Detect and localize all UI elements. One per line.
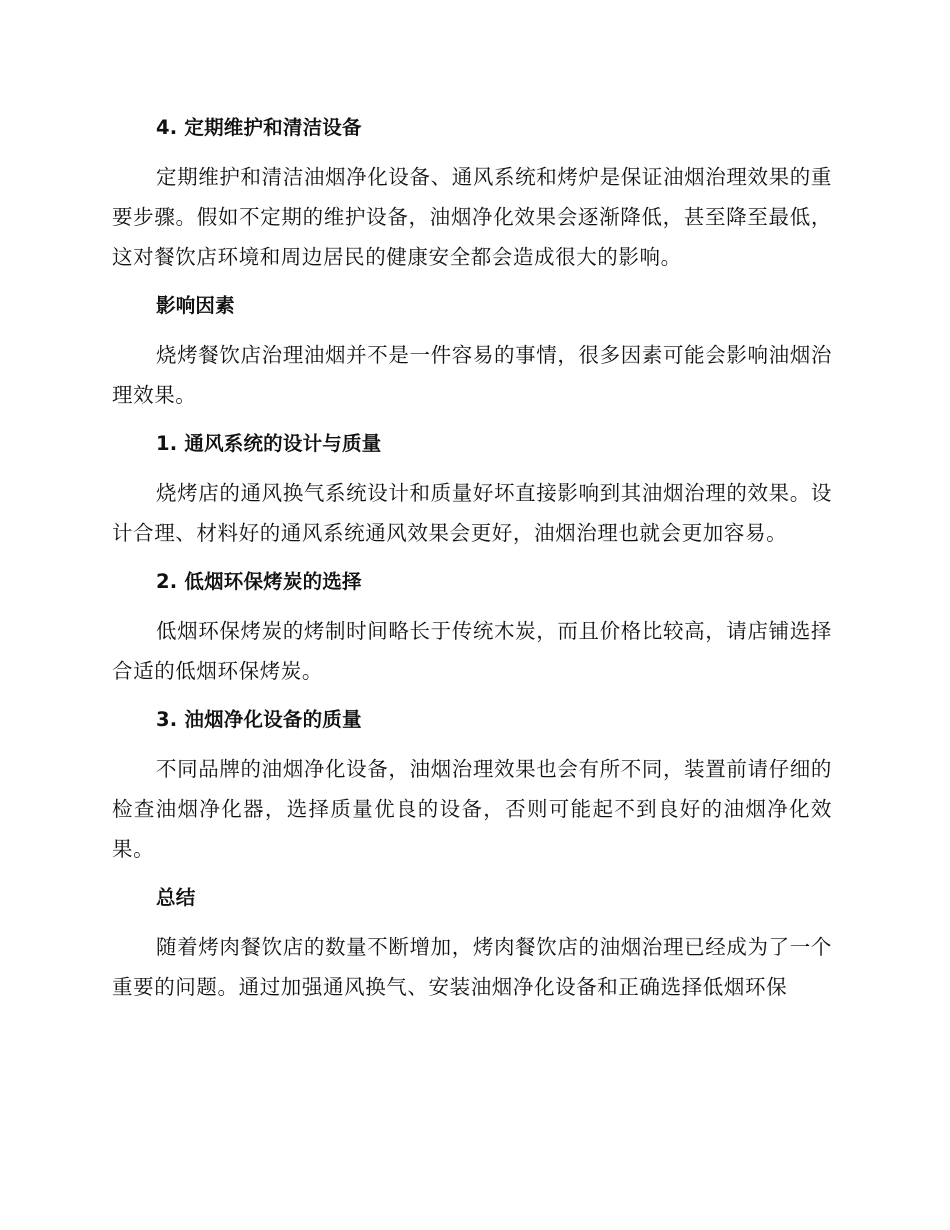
section-heading-factors: 影响因素 — [156, 294, 235, 317]
document-page — [112, 108, 832, 1007]
section-paragraph-summary: 随着烤肉餐饮店的数量不断增加，烤肉餐饮店的油烟治理已经成为了一个重要的问题。通过加强通风换气、安装油烟净化设备和正确选择低烟环保 — [112, 935, 832, 999]
section-paragraph-equipment: 不同品牌的油烟净化设备，油烟治理效果也会有所不同，装置前请仔细的检查油烟净化器，选择质量优良的设备，否则可能起不到良好的油烟净化效果。 — [112, 757, 832, 861]
section-paragraph-ventilation: 烧烤店的通风换气系统设计和质量好坏直接影响到其油烟治理的效果。设计合理、材料好的通风系统通风效果会更好，油烟治理也就会更加容易。 — [112, 481, 832, 545]
section-heading-equipment: 3. 油烟净化设备的质量 — [156, 708, 362, 731]
section-paragraph-factors: 烧烤餐饮店治理油烟并不是一件容易的事情，很多因素可能会影响油烟治理效果。 — [112, 343, 832, 407]
section-heading-maintenance: 4. 定期维护和清洁设备 — [156, 116, 362, 139]
section-heading-ventilation: 1. 通风系统的设计与质量 — [156, 432, 382, 455]
section-heading-summary: 总结 — [156, 886, 196, 909]
section-paragraph-charcoal: 低烟环保烤炭的烤制时间略长于传统木炭，而且价格比较高，请店铺选择合适的低烟环保烤炭。 — [112, 619, 832, 683]
section-paragraph-maintenance: 定期维护和清洁油烟净化设备、通风系统和烤炉是保证油烟治理效果的重要步骤。假如不定期的维护设备，油烟净化效果会逐渐降低，甚至降至最低，这对餐饮店环境和周边居民的健康安全都会造成很大的影响。 — [112, 165, 832, 269]
section-heading-charcoal: 2. 低烟环保烤炭的选择 — [156, 570, 362, 593]
